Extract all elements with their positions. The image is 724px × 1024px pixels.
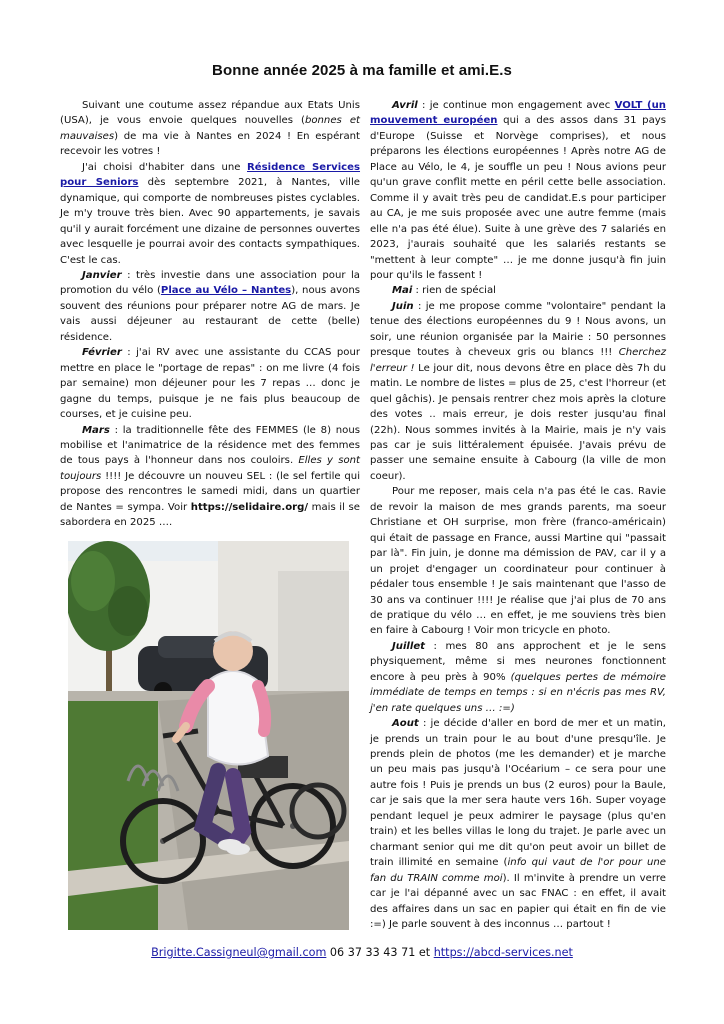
paragraph-repos: Pour me reposer, mais cela n'a pas été le cas. Ravie de revoir la maison de mes grands parents, ma soeur Christiane et OH surprise, mon frère (franco-américain) qui était de passage en France, aussi Martine qui "passait par là". Fin juin, je donne ma démission de PAV, car il y a un projet d'engager un coordinateur pour continuer à pédaler tous ensemble ! Je sais maintenant que l'asso de 30 ans va continuer !!!! Je réalise que j'ai plus de 70 ans de pratique du vélo … en effet, je me souviens très bien en faire à Cabourg ! Voir mon tricycle en photo. [370, 486, 666, 637]
paragraph-avril: Avril : je continue mon engagement avec VOLT (un mouvement européen qui a des assos dans 31 pays d'Europe (Suisse et Norvège comprises), et nous préparons les élections européennes ! Après notre AG de Place au Vélo, le 4, je souffle un peu ! Nous avions peur qu'un grave conflit mette en péril cette belle association. Comme il y avait très peu de candidat.E.s pour participer au CA, je me suis proposée avec une autre femme (mais elle n'a pas été élue). Suite à une grève des 7 salariés en 2023, j'aurais souhaité que les salariés restants se "mettent à leur compte" … je me donne jusqu'à fin juin pour qu'ils le fassent ! [370, 100, 667, 281]
paragraph-juin: Juin : je me propose comme "volontaire" pendant la tenue des élections européennes du 9 ! Nous avons, un soir, une réunion organisée par la Mairie : 50 personnes presque toutes à cheveux gris ou blancs !!! Cherchez l'erreur ! Le jour dit, nous devons être en place dès 7h du matin. Le nombre de listes = plus de 25, c'est l'horreur (et quel gâchis). Je pensais rentrer chez mois après la cloture des votes .. mais erreur, je dois rester jusqu'au final (22h). Nous sommes invités à la Mairie, mais je n'y vais pas car je suis littéralement épuisée. J'avais prévu de passer une semaine ensuite à Cabourg (la ville de mon coeur). [370, 300, 667, 482]
email-link[interactable]: Brigitte.Cassigneul@gmail.com [151, 946, 327, 959]
volt-link[interactable]: VOLT (un mouvement européen [370, 100, 666, 127]
phone-number: 06 37 33 43 71 et [326, 946, 434, 959]
left-column [60, 98, 360, 531]
residence-link[interactable]: Résidence Services pour Seniors [60, 161, 361, 189]
selidaire-link[interactable]: https://selidaire.org/ [190, 501, 309, 513]
right-column [370, 98, 666, 932]
paragraph-intro: Suivant une coutume assez répandue aux Etats Unis (USA), je vous envoie quelques nouvelles (bonnes et mauvaises) de ma vie à Nantes en 2024 ! En espérant recevoir les votres ! [60, 100, 360, 158]
paragraph-fevrier: Février : j'ai RV avec une assistante du CCAS pour mettre en place le "portage de repas" : on me livre (4 fois par semaine) mon déjeuner pour les 7 repas … donc je gagne du temps, puisque je ne fais plus beaucoup de courses, et je cuisine peu. [60, 347, 360, 421]
paragraph-residence: J'ai choisi d'habiter dans une Résidence Services pour Seniors dès septembre 2021, à Nantes, ville dynamique, qui comporte de nombreuses pistes cyclables. Je m'y trouve très bien. Avec 90 appartements, je savais qu'il y aurait forcément une dizaine de personnes ouvertes avec lesquelle je pourrai avoir des contacts sympathiques. C'est le cas. [60, 161, 361, 266]
paragraph-aout: Aout : je décide d'aller en bord de mer et un matin, je prends un train pour le au bout d'une presqu'île. Je prends plein de photos (me les demander) et je marche un peu mais pas jusqu'à l'Océarium – ce sera pour une autre fois ! Puis je prends un bus (2 euros) pour la Baule, car je sais que la mer sera haute vers 16h. Super voyage pendant lequel je peux admirer le paysage (plus qu'en train) et les belles villas le long du trajet. Je parle avec un charmant senior qui me dit qu'on peut avoir un billet de train illimité en semaine (info qui vaut de l'or pour une fan du TRAIN comme moi). Il m'invite à prendre un verre car je l'ai dépanné avec un sac FNAC : en effet, il avait des affaires dans un sac en papier qui était en fin de vie :=) Je parle souvent à des inconnus … partout ! [370, 718, 667, 931]
paragraph-juillet: Juillet : mes 80 ans approchent et je le sens physiquement, même si mes neurones fonctionnent encore à peu près à 90% (quelques pertes de mémoire immédiate de temps en temps : si en n'écris pas mes RV, j'en rate quelques uns … :=) [370, 640, 666, 714]
paragraph-mars: Mars : la traditionnelle fête des FEMMES (le 8) nous mobilise et l'animatrice de la résidence met des femmes de tous pays à l'honneur dans nos couloirs. Elles y sont toujours !!!! Je découvre un nouveu SEL : (le sel fertile qui propose des rencontres le samedi midi, dans un quartier de Nantes = sympa. Voir https://selidaire.org/ mais il se sabordera en 2025 …. [60, 424, 360, 529]
paragraph-mai: Mai : rien de spécial [392, 285, 496, 297]
paragraph-janvier: Janvier : très investie dans une association pour la promotion du vélo (Place au Vélo – Nantes), nous avons souvent des réunions pour préparer notre AG de mars. Je vais aussi déjeuner au restaurant de cette (belle) résidence. [60, 269, 360, 343]
page-title: Bonne année 2025 à ma famille et ami.E.s [212, 62, 512, 79]
website-link[interactable]: https://abcd-services.net [433, 946, 573, 959]
footer-contact [0, 946, 724, 959]
place-au-velo-link[interactable]: Place au Vélo – Nantes [160, 285, 292, 297]
photo-woman-on-tricycle [68, 541, 349, 930]
